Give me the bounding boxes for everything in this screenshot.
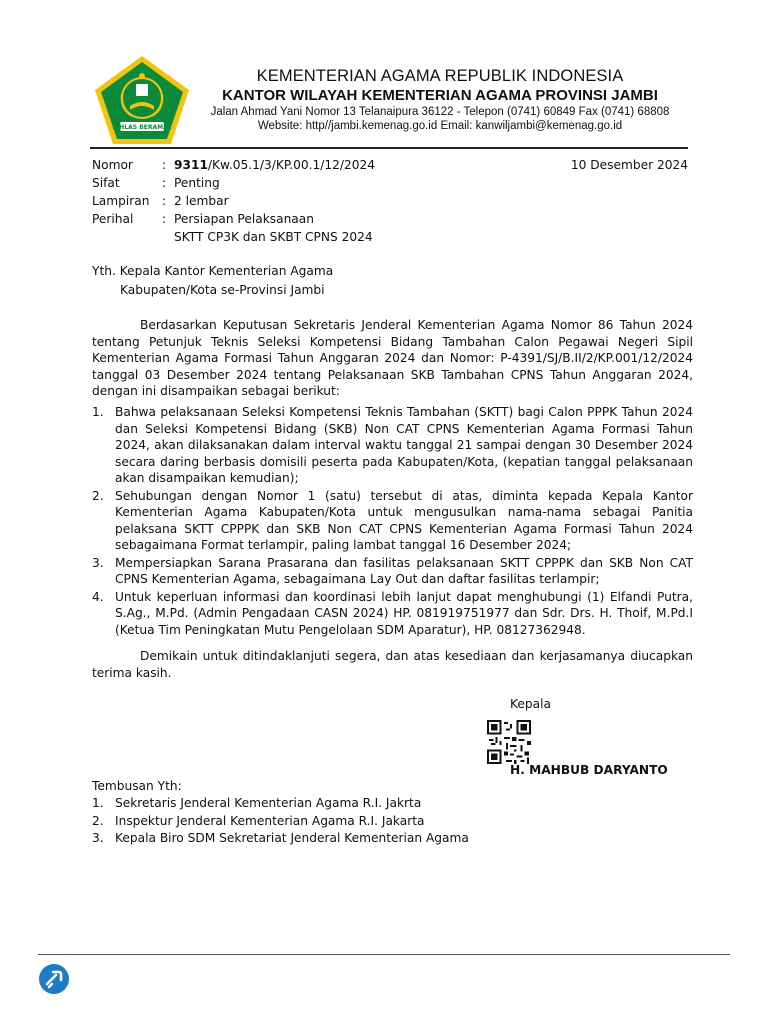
meta-perihal: Perihal : Persiapan Pelaksanaan [92, 212, 314, 226]
letter-number-rest: /Kw.05.1/3/KP.00.1/12/2024 [207, 158, 376, 172]
letter-date: 10 Desember 2024 [570, 158, 688, 172]
signature-title: Kepala [510, 697, 551, 711]
kemenag-logo-icon [92, 54, 192, 146]
office-website: Website: http//jambi.kemenag.go.id Email: kanwiljambi@kemenag.go.id [257, 120, 623, 132]
meta-perihal-line2: SKTT CP3K dan SKBT CPNS 2024 [174, 230, 373, 244]
logo-motto: IKHLAS BERAMAL [112, 124, 172, 131]
office-address: Jalan Ahmad Yani Nomor 13 Telanaipura 36122 - Telepon (0741) 60849 Fax (0741) 68808 [210, 106, 670, 118]
scribd-logo-icon[interactable] [38, 963, 70, 995]
letterhead [0, 0, 768, 150]
closing-paragraph: Demikain untuk ditindaklanjuti segera, dan atas kesediaan dan kerjasamanya diucapkan terima kasih. [92, 649, 693, 680]
office-name: KANTOR WILAYAH KEMENTERIAN AGAMA PROVINSI JAMBI [222, 87, 658, 104]
meta-nomor: Nomor : 9311/Kw.05.1/3/KP.00.1/12/2024 [92, 158, 376, 172]
meta-sifat: Sifat : Penting [92, 176, 220, 190]
meta-lampiran: Lampiran : 2 lembar [92, 194, 229, 208]
list-item: 1. Sekretaris Jenderal Kementerian Agama R.I. Jakrta [92, 796, 422, 810]
intro-paragraph: Berdasarkan Keputusan Sekretaris Jenderal Kementerian Agama Nomor 86 Tahun 2024 tentang Petunjuk Teknis Seleksi Kompetensi Bidang Tambahan Calon Pegawai Negeri Sipil Kementerian Agama Formasi Tahun Anggaran 2024 dan Nomor: P-4391/SJ/B.II/2/KP.001/12/2024 tanggal 03 Desember 2024 tentang Pelaksanaan SKB Tambahan CPNS Tahun Anggaran 2024, dengan ini disampaikan sebagai berikut: [92, 318, 693, 398]
list-item: 3. Mempersiapkan Sarana Prasarana dan fasilitas pelaksanaan SKTT CPPPK dan SKB Non CAT CPNS Kementerian Agama, sebagaimana Lay Out dan daftar fasilitas terlampir; [92, 555, 693, 586]
list-item: 4. Untuk keperluan informasi dan koordinasi lebih lanjut dapat menghubungi (1) Elfandi Putra, S.Ag., M.Pd. (Admin Pengadaan CASN 2024) HP. 081919751977 dan Sdr. Drs. H. Thoif, M.Pd.I (Ketua Tim Peningkatan Mutu Pengelolaan SDM Aparatur), HP. 08127362948. [92, 589, 693, 637]
recipient-line2: Kabupaten/Kota se-Provinsi Jambi [120, 283, 325, 297]
points-list [92, 404, 693, 639]
list-item: 1. Bahwa pelaksanaan Seleksi Kompetensi Teknis Tambahan (SKTT) bagi Calon PPPK Tahun 2024 dan Seleksi Kompetensi Bidang (SKB) Non CAT CPNS Kementerian Agama Formasi Tahun 2024, akan dilaksanakan dalam interval waktu tanggal 21 sampai dengan 30 Desember 2024 secara daring berbasis domisili peserta pada Kabupaten/Kota, (kepatian tanggal pelaksanaan akan disampaikan kemudian); [92, 405, 693, 485]
list-item: 3. Kepala Biro SDM Sekretariat Jenderal Kementerian Agama [92, 831, 469, 845]
letter-number-bold: 9311 [174, 158, 208, 172]
cc-list [92, 795, 693, 848]
list-item: 2. Sehubungan dengan Nomor 1 (satu) tersebut di atas, diminta kepada Kepala Kantor Kementerian Agama Kabupaten/Kota untuk mengusulkan nama-nama sebagai Panitia pelaksana SKTT CPPPK dan SKB Non CAT CPNS Kementerian Agama Formasi Tahun 2024 sebagaimana Format terlampir, paling lambat tanggal 16 Desember 2024; [92, 488, 693, 552]
cc-heading: Tembusan Yth: [92, 779, 182, 793]
letterhead-divider [90, 147, 688, 149]
list-item: 2. Inspektur Jenderal Kementerian Agama R.I. Jakarta [92, 813, 425, 828]
footer-divider [38, 954, 730, 955]
ministry-name: KEMENTERIAN AGAMA REPUBLIK INDONESIA [256, 67, 624, 85]
letterhead-text [200, 66, 680, 133]
recipient-line1: Yth. Kepala Kantor Kementerian Agama [92, 264, 334, 278]
signatory-name: H. MAHBUB DARYANTO [510, 763, 668, 777]
qr-code-icon [487, 720, 531, 764]
